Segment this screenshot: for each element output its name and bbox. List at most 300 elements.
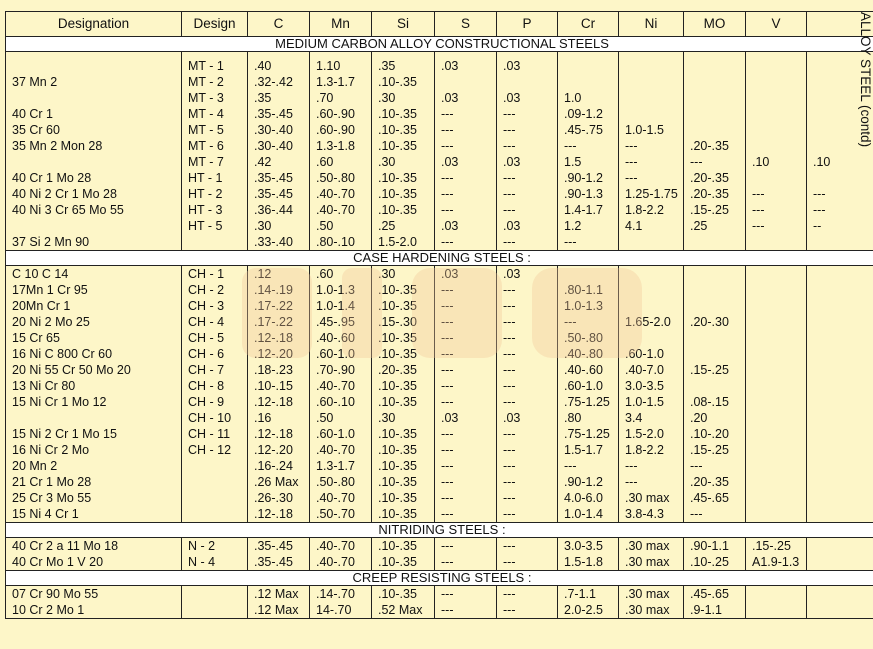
value-cell (684, 106, 746, 122)
value-cell: 2.0-2.5 (558, 602, 619, 619)
value-cell: .50 (310, 218, 372, 234)
value-cell: --- (497, 554, 558, 571)
design-code-cell: CH - 11 (182, 426, 248, 442)
value-cell: --- (497, 362, 558, 378)
value-cell: 1.5 (558, 154, 619, 170)
value-cell: .40-.70 (310, 554, 372, 571)
value-cell: .45-.95 (310, 314, 372, 330)
value-cell: --- (497, 346, 558, 362)
value-cell: --- (435, 586, 497, 603)
section-header-row (6, 37, 873, 52)
extra-cell (807, 330, 873, 346)
value-cell: --- (435, 186, 497, 202)
value-cell: .75-1.25 (558, 426, 619, 442)
value-cell: --- (619, 154, 684, 170)
value-cell: 14-.70 (310, 602, 372, 619)
value-cell: .30 max (619, 554, 684, 571)
table-row (6, 458, 873, 474)
designation-cell: 37 Si 2 Mn 90 (6, 234, 182, 251)
value-cell: .16-.24 (248, 458, 310, 474)
value-cell: .60-.90 (310, 106, 372, 122)
value-cell (746, 426, 807, 442)
value-cell (746, 330, 807, 346)
design-code-cell: HT - 5 (182, 218, 248, 234)
value-cell: .40 (248, 58, 310, 74)
value-cell (746, 378, 807, 394)
value-cell: .12-.18 (248, 506, 310, 523)
header-v: V (746, 12, 807, 37)
value-cell: .30 max (619, 586, 684, 603)
value-cell: .60-.90 (310, 122, 372, 138)
value-cell: .12-.20 (248, 442, 310, 458)
header-cr: Cr (558, 12, 619, 37)
designation-cell (6, 410, 182, 426)
extra-cell (807, 506, 873, 523)
value-cell: .03 (497, 266, 558, 283)
value-cell: .45-.75 (558, 122, 619, 138)
value-cell: .40-.60 (310, 330, 372, 346)
value-cell: .15-.25 (684, 442, 746, 458)
value-cell: .10-.35 (372, 586, 435, 603)
designation-cell (6, 90, 182, 106)
designation-cell: 16 Ni Cr 2 Mo (6, 442, 182, 458)
header-s: S (435, 12, 497, 37)
value-cell: .30 max (619, 602, 684, 619)
designation-cell: 21 Cr 1 Mo 28 (6, 474, 182, 490)
value-cell (746, 90, 807, 106)
value-cell: --- (435, 394, 497, 410)
extra-cell (807, 170, 873, 186)
value-cell (746, 346, 807, 362)
value-cell: .35 (372, 58, 435, 74)
value-cell (619, 90, 684, 106)
value-cell: --- (497, 378, 558, 394)
design-code-cell: CH - 8 (182, 378, 248, 394)
value-cell: 1.5-1.8 (558, 554, 619, 571)
extra-cell (807, 234, 873, 251)
design-code-cell: N - 4 (182, 554, 248, 571)
value-cell: 3.4 (619, 410, 684, 426)
designation-cell: 16 Ni C 800 Cr 60 (6, 346, 182, 362)
table-row (6, 378, 873, 394)
value-cell: .30 (372, 266, 435, 283)
value-cell (746, 314, 807, 330)
value-cell: .35-.45 (248, 170, 310, 186)
value-cell (558, 74, 619, 90)
value-cell: .03 (497, 154, 558, 170)
designation-cell: 20Mn Cr 1 (6, 298, 182, 314)
value-cell: .20-.35 (684, 474, 746, 490)
value-cell: .50-.80 (310, 170, 372, 186)
value-cell: --- (558, 458, 619, 474)
value-cell: .03 (435, 266, 497, 283)
value-cell: .80-1.1 (558, 282, 619, 298)
table-row (6, 170, 873, 186)
design-code-cell: MT - 1 (182, 58, 248, 74)
value-cell: .80 (558, 410, 619, 426)
extra-cell (807, 458, 873, 474)
designation-cell: 20 Ni 55 Cr 50 Mo 20 (6, 362, 182, 378)
value-cell (497, 74, 558, 90)
value-cell: .10-.35 (372, 474, 435, 490)
value-cell: .40-.70 (310, 186, 372, 202)
value-cell: --- (746, 202, 807, 218)
value-cell: 1.3-1.7 (310, 458, 372, 474)
design-code-cell (182, 458, 248, 474)
value-cell: .10-.35 (372, 282, 435, 298)
value-cell (684, 298, 746, 314)
value-cell: --- (497, 586, 558, 603)
value-cell: --- (497, 298, 558, 314)
value-cell: --- (435, 506, 497, 523)
value-cell: .10-.35 (372, 442, 435, 458)
header-c: C (248, 12, 310, 37)
value-cell: .10-.20 (684, 426, 746, 442)
designation-cell: 40 Ni 2 Cr 1 Mo 28 (6, 186, 182, 202)
extra-cell: .10 (807, 154, 873, 170)
table-row (6, 314, 873, 330)
value-cell (746, 234, 807, 251)
value-cell: .25 (684, 218, 746, 234)
value-cell: --- (497, 314, 558, 330)
value-cell: 3.8-4.3 (619, 506, 684, 523)
value-cell: --- (497, 282, 558, 298)
value-cell: .90-1.1 (684, 538, 746, 555)
value-cell: .12-.18 (248, 394, 310, 410)
table-row (6, 506, 873, 523)
value-cell (746, 122, 807, 138)
value-cell (558, 266, 619, 283)
value-cell: --- (435, 170, 497, 186)
value-cell: .10-.35 (372, 298, 435, 314)
value-cell: .10-.35 (372, 202, 435, 218)
value-cell: --- (435, 538, 497, 555)
table-row (6, 58, 873, 74)
design-code-cell (182, 602, 248, 619)
value-cell: --- (497, 394, 558, 410)
value-cell: .45-.65 (684, 490, 746, 506)
value-cell: .08-.15 (684, 394, 746, 410)
value-cell (746, 298, 807, 314)
value-cell: --- (619, 138, 684, 154)
value-cell: .10-.35 (372, 426, 435, 442)
designation-cell: 15 Cr 65 (6, 330, 182, 346)
value-cell: --- (435, 554, 497, 571)
value-cell: .60-.10 (310, 394, 372, 410)
value-cell: A1.9-1.3 (746, 554, 807, 571)
value-cell: .03 (497, 218, 558, 234)
value-cell: --- (684, 506, 746, 523)
value-cell: --- (746, 186, 807, 202)
value-cell: .30-.40 (248, 122, 310, 138)
value-cell (619, 74, 684, 90)
extra-cell (807, 410, 873, 426)
value-cell (619, 58, 684, 74)
value-cell (746, 74, 807, 90)
value-cell: .10-.35 (372, 330, 435, 346)
value-cell (619, 234, 684, 251)
extra-cell (807, 442, 873, 458)
design-code-cell: CH - 1 (182, 266, 248, 283)
designation-cell: 20 Mn 2 (6, 458, 182, 474)
value-cell (746, 138, 807, 154)
designation-cell: 15 Ni 4 Cr 1 (6, 506, 182, 523)
value-cell: .10-.35 (372, 74, 435, 90)
value-cell: --- (684, 458, 746, 474)
design-code-cell: HT - 3 (182, 202, 248, 218)
value-cell: .20-.35 (684, 170, 746, 186)
value-cell: .12 Max (248, 586, 310, 603)
extra-cell (807, 282, 873, 298)
value-cell: .15-.25 (684, 202, 746, 218)
side-label: ALLOY STEEL (contd) (858, 12, 873, 148)
value-cell (746, 490, 807, 506)
designation-cell: 35 Cr 60 (6, 122, 182, 138)
value-cell (746, 266, 807, 283)
alloy-steel-table (5, 11, 873, 619)
designation-cell: 35 Mn 2 Mon 28 (6, 138, 182, 154)
value-cell (746, 410, 807, 426)
value-cell: .03 (497, 90, 558, 106)
extra-cell (807, 474, 873, 490)
value-cell: .26-.30 (248, 490, 310, 506)
value-cell: 1.3-1.8 (310, 138, 372, 154)
design-code-cell: CH - 6 (182, 346, 248, 362)
value-cell: 4.0-6.0 (558, 490, 619, 506)
value-cell: --- (435, 314, 497, 330)
design-code-cell: CH - 5 (182, 330, 248, 346)
value-cell: .42 (248, 154, 310, 170)
table-row (6, 298, 873, 314)
value-cell: .50-.80 (558, 330, 619, 346)
value-cell: --- (497, 490, 558, 506)
extra-cell (807, 602, 873, 619)
designation-cell: 07 Cr 90 Mo 55 (6, 586, 182, 603)
value-cell: .90-1.3 (558, 186, 619, 202)
value-cell: .90-1.2 (558, 474, 619, 490)
extra-cell (807, 394, 873, 410)
value-cell (684, 74, 746, 90)
value-cell (619, 330, 684, 346)
extra-cell (807, 266, 873, 283)
table-row (6, 186, 873, 202)
value-cell: --- (435, 330, 497, 346)
value-cell: .40-.70 (310, 490, 372, 506)
design-code-cell: CH - 9 (182, 394, 248, 410)
extra-cell (807, 490, 873, 506)
design-code-cell (182, 586, 248, 603)
value-cell: .10-.35 (372, 490, 435, 506)
value-cell: .10 (746, 154, 807, 170)
table-row (6, 330, 873, 346)
extra-cell: --- (807, 186, 873, 202)
header-ni: Ni (619, 12, 684, 37)
header-design: Design (182, 12, 248, 37)
value-cell: .10-.35 (372, 186, 435, 202)
value-cell: .35-.45 (248, 538, 310, 555)
value-cell: .18-.23 (248, 362, 310, 378)
value-cell: 3.0-3.5 (619, 378, 684, 394)
table-row (6, 554, 873, 571)
table-row (6, 106, 873, 122)
table-row (6, 474, 873, 490)
value-cell: --- (497, 474, 558, 490)
value-cell: .35-.45 (248, 554, 310, 571)
section-header-row (6, 523, 873, 538)
design-code-cell: CH - 4 (182, 314, 248, 330)
value-cell: 1.0-1.4 (310, 298, 372, 314)
value-cell: .60 (310, 266, 372, 283)
value-cell: .40-.70 (310, 442, 372, 458)
value-cell (746, 586, 807, 603)
value-cell: .30 (372, 90, 435, 106)
value-cell: .15-.30 (372, 314, 435, 330)
value-cell: .70 (310, 90, 372, 106)
value-cell: --- (497, 202, 558, 218)
value-cell: .10-.35 (372, 170, 435, 186)
extra-cell (807, 346, 873, 362)
design-code-cell: CH - 7 (182, 362, 248, 378)
value-cell (435, 74, 497, 90)
value-cell: .60 (310, 154, 372, 170)
value-cell: .26 Max (248, 474, 310, 490)
design-code-cell: CH - 3 (182, 298, 248, 314)
header-designation: Designation (6, 12, 182, 37)
value-cell: .60-1.0 (619, 346, 684, 362)
extra-cell (807, 554, 873, 571)
value-cell: .12 (248, 266, 310, 283)
section-header-row (6, 571, 873, 586)
value-cell: --- (435, 122, 497, 138)
value-cell: .25 (372, 218, 435, 234)
value-cell (746, 602, 807, 619)
table-row (6, 90, 873, 106)
value-cell (746, 58, 807, 74)
value-cell: 1.65-2.0 (619, 314, 684, 330)
value-cell: .40-.70 (310, 538, 372, 555)
value-cell: .9-1.1 (684, 602, 746, 619)
value-cell: 1.10 (310, 58, 372, 74)
value-cell: 1.2 (558, 218, 619, 234)
value-cell: .60-1.0 (558, 378, 619, 394)
value-cell: --- (497, 330, 558, 346)
value-cell: .35 (248, 90, 310, 106)
value-cell: --- (497, 538, 558, 555)
value-cell: --- (435, 442, 497, 458)
value-cell (746, 362, 807, 378)
value-cell: 1.0-1.5 (619, 394, 684, 410)
value-cell: 1.0-1.4 (558, 506, 619, 523)
designation-cell: 20 Ni 2 Mo 25 (6, 314, 182, 330)
value-cell: --- (497, 602, 558, 619)
value-cell: --- (435, 362, 497, 378)
value-cell (684, 330, 746, 346)
value-cell: .30 (372, 410, 435, 426)
value-cell: --- (497, 138, 558, 154)
value-cell: --- (497, 458, 558, 474)
extra-cell (807, 362, 873, 378)
value-cell: --- (746, 218, 807, 234)
value-cell: 1.5-2.0 (372, 234, 435, 251)
value-cell: --- (497, 506, 558, 523)
design-code-cell: MT - 2 (182, 74, 248, 90)
value-cell (684, 58, 746, 74)
designation-cell: 40 Cr 1 (6, 106, 182, 122)
value-cell: .30 (248, 218, 310, 234)
value-cell: --- (619, 474, 684, 490)
value-cell: --- (435, 298, 497, 314)
header-p: P (497, 12, 558, 37)
value-cell: .45-.65 (684, 586, 746, 603)
header-mo: MO (684, 12, 746, 37)
value-cell: --- (497, 106, 558, 122)
value-cell (746, 506, 807, 523)
value-cell: 1.0-1.5 (619, 122, 684, 138)
value-cell: .20-.35 (372, 362, 435, 378)
value-cell: --- (435, 138, 497, 154)
value-cell: .40-.70 (310, 378, 372, 394)
table-row (6, 394, 873, 410)
section-title: MEDIUM CARBON ALLOY CONSTRUCTIONAL STEELS (6, 37, 873, 52)
value-cell (746, 474, 807, 490)
value-cell: .80-.10 (310, 234, 372, 251)
value-cell: --- (435, 106, 497, 122)
value-cell: .75-1.25 (558, 394, 619, 410)
value-cell: 3.0-3.5 (558, 538, 619, 555)
value-cell: --- (435, 234, 497, 251)
value-cell: 1.3-1.7 (310, 74, 372, 90)
value-cell: --- (684, 154, 746, 170)
value-cell (684, 378, 746, 394)
value-cell: 1.25-1.75 (619, 186, 684, 202)
value-cell: .36-.44 (248, 202, 310, 218)
value-cell: .14-.70 (310, 586, 372, 603)
value-cell: .50 (310, 410, 372, 426)
value-cell (684, 282, 746, 298)
table-row (6, 538, 873, 555)
value-cell: --- (497, 442, 558, 458)
value-cell: .60-1.0 (310, 346, 372, 362)
table-row (6, 234, 873, 251)
value-cell (619, 106, 684, 122)
extra-cell: -- (807, 218, 873, 234)
value-cell: .17-.22 (248, 314, 310, 330)
value-cell: .03 (435, 218, 497, 234)
table-row (6, 586, 873, 603)
value-cell: .15-.25 (684, 362, 746, 378)
value-cell: .35-.45 (248, 186, 310, 202)
value-cell: .90-1.2 (558, 170, 619, 186)
value-cell: .10-.35 (372, 378, 435, 394)
value-cell: .10-.35 (372, 394, 435, 410)
value-cell: --- (435, 426, 497, 442)
value-cell: .52 Max (372, 602, 435, 619)
value-cell: .03 (497, 58, 558, 74)
value-cell (684, 266, 746, 283)
table-row (6, 362, 873, 378)
value-cell: 1.0 (558, 90, 619, 106)
table-row (6, 426, 873, 442)
value-cell: 1.0-1.3 (310, 282, 372, 298)
value-cell: .32-.42 (248, 74, 310, 90)
value-cell: .03 (435, 58, 497, 74)
designation-cell: 40 Cr 1 Mo 28 (6, 170, 182, 186)
value-cell: .20 (684, 410, 746, 426)
value-cell: .33-.40 (248, 234, 310, 251)
table-row (6, 266, 873, 283)
value-cell: .12-.20 (248, 346, 310, 362)
value-cell: .10-.35 (372, 506, 435, 523)
